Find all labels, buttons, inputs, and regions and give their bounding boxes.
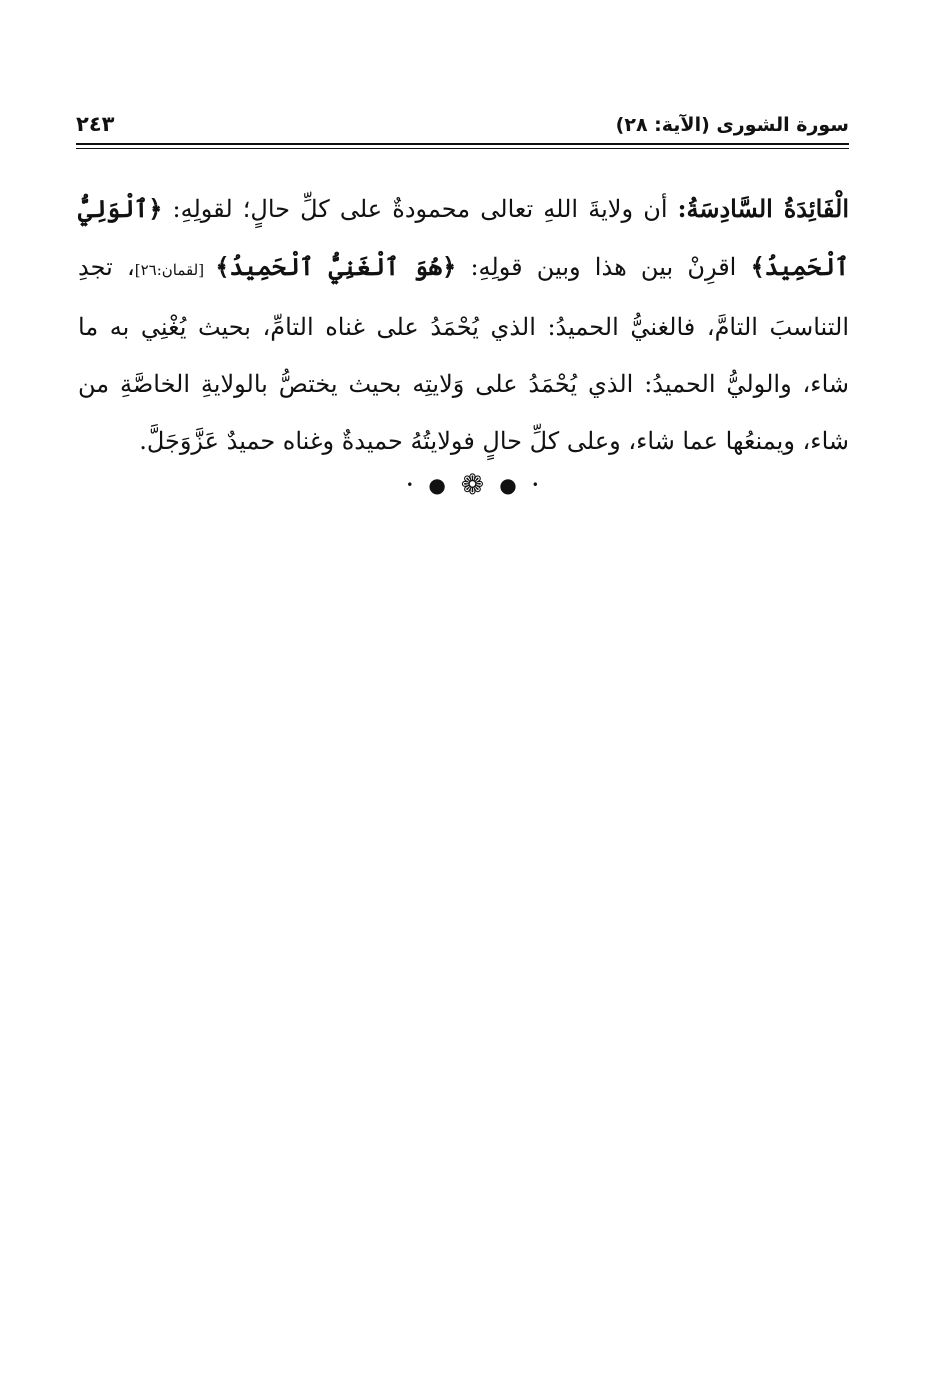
verse-reference: [لقمان:٢٦] bbox=[134, 261, 216, 279]
flower-ornament-icon: ❁ bbox=[460, 468, 489, 501]
header-rule bbox=[76, 143, 849, 145]
body-text-segment: اقرِنْ بين هذا وبين قولِهِ: bbox=[456, 253, 751, 281]
page-number: ٢٤٣ bbox=[76, 112, 115, 136]
body-text-segment: ، تجدِ التناسبَ التامَّ، فالغنيُّ الحميدُ: الذي يُحْمَدُ على غناه التامِّ، بحيث يُغْنِي به ما شاء، والوليُّ الحميدُ: الذي يُحْمَدُ على وَلايتِه بحيث يختصُّ بالولايةِ الخاصَّةِ من شاء، ويمنعُها عما شاء، وعلى كلِّ حالٍ فولايتُهُ حميدةٌ وغناه حميدٌ عَزَّوَجَلَّ. bbox=[78, 253, 849, 455]
running-header bbox=[76, 100, 849, 140]
body-paragraph bbox=[78, 180, 849, 470]
body-text-segment: أن ولايةَ اللهِ تعالى محمودةٌ على كلِّ حالٍ؛ لقولِهِ: bbox=[162, 195, 678, 223]
divider-dot-icon: ● bbox=[428, 472, 450, 497]
divider-dot-icon: ● bbox=[499, 472, 521, 497]
section-divider bbox=[0, 468, 949, 501]
quran-quote: ﴿هُوَ ٱلْغَنِيُّ ٱلْحَمِيدُ﴾ bbox=[215, 252, 457, 281]
quran-quote: ﴿ٱلْوَلِيُّ ٱلْحَمِيدُ﴾ bbox=[78, 194, 849, 281]
header-rule-thin bbox=[76, 148, 849, 149]
divider-dot-icon: • bbox=[406, 477, 418, 492]
surah-header-title: سورة الشورى (الآية: ٢٨) bbox=[615, 114, 849, 136]
benefit-heading: الْفَائِدَةُ السَّادِسَةُ: bbox=[677, 194, 849, 223]
divider-dot-icon: • bbox=[531, 477, 543, 492]
